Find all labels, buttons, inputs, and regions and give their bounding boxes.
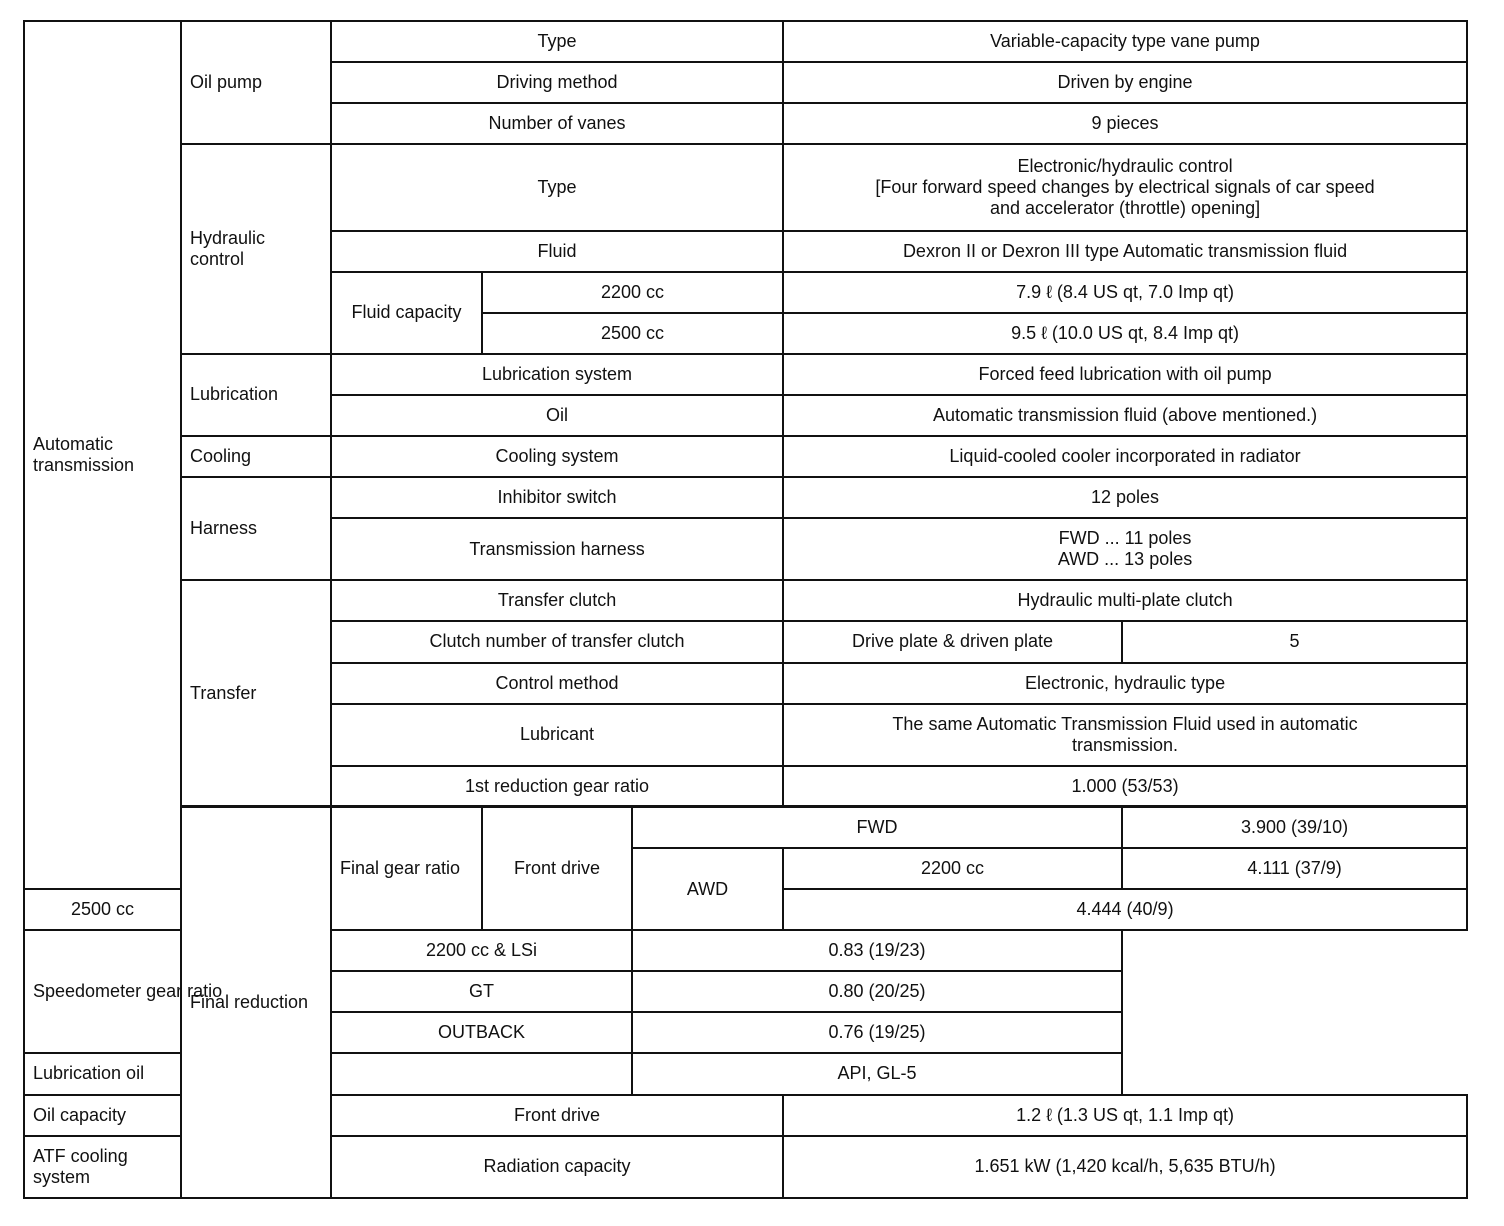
table-row: [24, 930, 1467, 971]
clutch-number-label: Clutch number of transfer clutch: [331, 621, 783, 662]
automatic-transmission-label: Automatic transmission: [24, 21, 181, 889]
final-front-drive-label: Front drive: [482, 807, 632, 930]
specifications-table: [23, 20, 1468, 1199]
harness-fwd-value: FWD ... 11 poles: [1058, 528, 1192, 549]
capacity-2200-label: 2200 cc: [482, 272, 783, 313]
table-row: [24, 21, 1467, 62]
inhibitor-switch-label: Inhibitor switch: [331, 477, 783, 518]
awd-2500-label: 2500 cc: [24, 889, 181, 930]
reduction-gear-ratio-value: 1.000 (53/53): [783, 766, 1467, 807]
outback-label: OUTBACK: [331, 1012, 632, 1053]
driving-method-value: Driven by engine: [783, 62, 1467, 103]
lsi-value: 0.83 (19/23): [632, 930, 1122, 971]
drive-plate-label: Drive plate & driven plate: [783, 621, 1122, 662]
hydraulic-type-line-1: Electronic/hydraulic control: [1017, 155, 1233, 176]
lubrication-label: Lubrication: [181, 354, 331, 436]
radiation-capacity-value: 1.651 kW (1,420 kcal/h, 5,635 BTU/h): [783, 1136, 1467, 1198]
oil-pump-type-label: Type: [331, 21, 783, 62]
reduction-gear-ratio-label: 1st reduction gear ratio: [331, 766, 783, 807]
cooling-system-value: Liquid-cooled cooler incorporated in radiator: [783, 436, 1467, 477]
fwd-ratio-value: 3.900 (39/10): [1122, 807, 1467, 848]
transmission-harness-label: Transmission harness: [331, 518, 783, 580]
lubrication-oil-label: Lubrication oil: [24, 1053, 632, 1094]
atf-cooling-system-label: ATF cooling system: [24, 1136, 181, 1198]
control-method-value: Electronic, hydraulic type: [783, 663, 1467, 704]
lubricant-label: Lubricant: [331, 704, 783, 766]
oil-capacity-value: 1.2 ℓ (1.3 US qt, 1.1 Imp qt): [783, 1095, 1467, 1136]
outback-value: 0.76 (19/25): [632, 1012, 1122, 1053]
table-row: [24, 436, 1467, 477]
oil-value: Automatic transmission fluid (above mentioned.): [783, 395, 1467, 436]
final-gear-ratio-label: Final gear ratio: [331, 807, 482, 930]
lubrication-system-value: Forced feed lubrication with oil pump: [783, 354, 1467, 395]
hydraulic-type-line-3: and accelerator (throttle) opening]: [989, 197, 1261, 218]
speedometer-gear-ratio-label: Speedometer gear ratio: [24, 930, 331, 1053]
gt-value: 0.80 (20/25): [632, 971, 1122, 1012]
cooling-system-label: Cooling system: [331, 436, 783, 477]
transfer-clutch-label: Transfer clutch: [331, 580, 783, 621]
lubricant-value: [783, 704, 1467, 766]
oil-capacity-label: Oil capacity: [24, 1095, 181, 1136]
table-row: [24, 477, 1467, 518]
fluid-value: Dexron II or Dexron III type Automatic transmission fluid: [783, 231, 1467, 272]
lubrication-oil-value: API, GL-5: [632, 1053, 1122, 1094]
inhibitor-switch-value: 12 poles: [783, 477, 1467, 518]
gt-label: GT: [331, 971, 632, 1012]
table-row: [24, 580, 1467, 621]
transfer-clutch-value: Hydraulic multi-plate clutch: [783, 580, 1467, 621]
lubricant-line-1: The same Automatic Transmission Fluid used in automatic: [892, 713, 1358, 734]
awd-2200-value: 4.111 (37/9): [1122, 848, 1467, 889]
transfer-label: Transfer: [181, 580, 331, 807]
hydraulic-type-line-2: [Four forward speed changes by electrical signals of car speed: [875, 176, 1375, 197]
table-row: [24, 1053, 1467, 1094]
number-of-vanes-value: 9 pieces: [783, 103, 1467, 144]
harness-awd-value: AWD ... 13 poles: [1057, 549, 1193, 570]
oil-label: Oil: [331, 395, 783, 436]
awd-2200-label: 2200 cc: [783, 848, 1122, 889]
hydraulic-type-label: Type: [331, 144, 783, 230]
oil-capacity-front-drive-label: Front drive: [331, 1095, 783, 1136]
awd-label: AWD: [632, 848, 783, 930]
lsi-label: 2200 cc & LSi: [331, 930, 632, 971]
awd-2500-value: 4.444 (40/9): [783, 889, 1467, 930]
fluid-capacity-label: Fluid capacity: [331, 272, 482, 354]
fwd-label: FWD: [632, 807, 1122, 848]
control-method-label: Control method: [331, 663, 783, 704]
radiation-capacity-label: Radiation capacity: [331, 1136, 783, 1198]
harness-label: Harness: [181, 477, 331, 580]
transmission-harness-value: [783, 518, 1467, 580]
fluid-label: Fluid: [331, 231, 783, 272]
oil-pump-label: Oil pump: [181, 21, 331, 144]
lubricant-line-2: transmission.: [1072, 734, 1179, 755]
table-row: [24, 144, 1467, 230]
number-of-vanes-label: Number of vanes: [331, 103, 783, 144]
table-row: [24, 807, 1467, 848]
hydraulic-control-label: Hydraulic control: [181, 144, 331, 354]
hydraulic-type-value: [783, 144, 1467, 230]
drive-plate-value: 5: [1122, 621, 1467, 662]
lubrication-system-label: Lubrication system: [331, 354, 783, 395]
final-reduction-label: Final reduction: [181, 807, 331, 1198]
oil-pump-type-value: Variable-capacity type vane pump: [783, 21, 1467, 62]
driving-method-label: Driving method: [331, 62, 783, 103]
capacity-2500-label: 2500 cc: [482, 313, 783, 354]
capacity-2200-value: 7.9 ℓ (8.4 US qt, 7.0 Imp qt): [783, 272, 1467, 313]
cooling-label: Cooling: [181, 436, 331, 477]
capacity-2500-value: 9.5 ℓ (10.0 US qt, 8.4 Imp qt): [783, 313, 1467, 354]
table-row: [24, 354, 1467, 395]
